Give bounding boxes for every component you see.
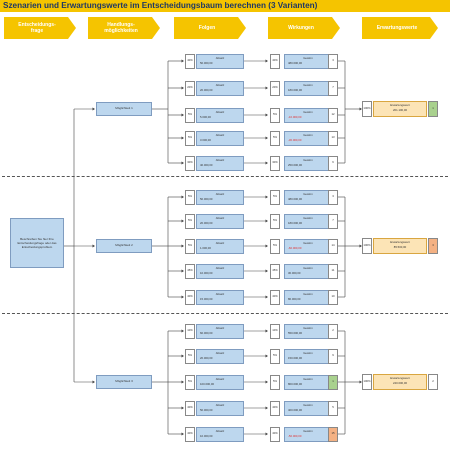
rank-index-cell: 1 xyxy=(328,375,338,390)
weight-cell[interactable]: 10% xyxy=(270,324,280,339)
gewinn-value: 150.000,00 xyxy=(288,355,302,360)
header-label: Handlungs- möglichkeiten xyxy=(104,22,138,34)
absatz-label: Absatz xyxy=(215,325,225,330)
probability-cell[interactable]: 5% xyxy=(185,239,195,254)
effect-box[interactable] xyxy=(284,54,332,69)
effect-box[interactable] xyxy=(284,156,332,171)
weight-cell[interactable]: 5% xyxy=(270,131,280,146)
absatz-label: Absatz xyxy=(215,132,225,137)
rank-index-cell: 3 xyxy=(328,54,338,69)
absatz-value: 20.000,00 xyxy=(200,87,213,92)
weight-cell[interactable]: 5% xyxy=(270,214,280,229)
consequence-box[interactable] xyxy=(196,108,244,123)
decision-question-box[interactable]: Beschreiben Sie hier Ihre Entscheidungsfrage oder das Entscheidungsproblem xyxy=(10,218,64,268)
gewinn-label: Gewinn xyxy=(303,215,313,220)
gewinn-label: Gewinn xyxy=(303,240,313,245)
arrowhead-icon xyxy=(182,220,185,223)
gewinn-value: 180.000,00 xyxy=(288,220,302,225)
expected-value-label: Erwartungswert xyxy=(390,240,410,244)
expected-value: 240.000,00 xyxy=(393,381,407,386)
arrowhead-icon xyxy=(182,114,185,117)
gewinn-label: Gewinn xyxy=(303,325,313,330)
expected-value-label: Erwartungswert xyxy=(390,376,410,380)
expected-rank-cell: 2 xyxy=(428,374,438,390)
effect-box[interactable] xyxy=(284,190,332,205)
effect-box[interactable] xyxy=(284,324,332,339)
absatz-label: Absatz xyxy=(215,82,225,87)
effect-box[interactable] xyxy=(284,264,332,279)
consequence-box[interactable] xyxy=(196,239,244,254)
rank-index-cell: 12 xyxy=(328,108,338,123)
consequence-box[interactable] xyxy=(196,264,244,279)
arrowhead-icon xyxy=(266,87,269,90)
absatz-value: 20.000,00 xyxy=(200,355,213,360)
gewinn-label: Gewinn xyxy=(303,191,313,196)
expected-value-box[interactable] xyxy=(373,238,427,254)
weight-cell[interactable]: 5% xyxy=(270,375,280,390)
absatz-label: Absatz xyxy=(215,402,225,407)
probability-cell[interactable]: 30% xyxy=(185,156,195,171)
absatz-value: 5.000,00 xyxy=(200,114,211,119)
effect-box[interactable] xyxy=(284,349,332,364)
weight-cell[interactable]: 30% xyxy=(270,156,280,171)
expected-value-box[interactable] xyxy=(373,374,427,390)
probability-cell[interactable]: 5% xyxy=(185,190,195,205)
absatz-value: 40.000,00 xyxy=(200,162,213,167)
expected-rank-cell: 3 xyxy=(428,238,438,254)
expected-pct-cell: 100% xyxy=(362,374,372,390)
arrowhead-icon xyxy=(266,196,269,199)
absatz-label: Absatz xyxy=(215,291,225,296)
probability-cell[interactable]: 5% xyxy=(185,131,195,146)
gewinn-label: Gewinn xyxy=(303,132,313,137)
effect-box[interactable] xyxy=(284,375,332,390)
arrowhead-icon xyxy=(182,196,185,199)
rank-index-cell: 5 xyxy=(328,401,338,416)
gewinn-value: 250.000,00 xyxy=(288,162,302,167)
arrowhead-icon xyxy=(266,330,269,333)
absatz-value: 50.000,00 xyxy=(200,407,213,412)
header-label: Folgen xyxy=(198,25,216,31)
effect-box[interactable] xyxy=(284,239,332,254)
rank-index-cell: 6 xyxy=(328,156,338,171)
effect-box[interactable] xyxy=(284,214,332,229)
arrowhead-icon xyxy=(182,245,185,248)
effect-box[interactable] xyxy=(284,131,332,146)
effect-box[interactable] xyxy=(284,290,332,305)
gewinn-label: Gewinn xyxy=(303,109,313,114)
gewinn-label: Gewinn xyxy=(303,157,313,162)
effect-box[interactable] xyxy=(284,81,332,96)
consequence-box[interactable] xyxy=(196,290,244,305)
consequence-box[interactable] xyxy=(196,54,244,69)
arrowhead-icon xyxy=(182,270,185,273)
probability-cell[interactable]: 45% xyxy=(185,264,195,279)
gewinn-label: Gewinn xyxy=(303,55,313,60)
absatz-label: Absatz xyxy=(215,55,225,60)
arrowhead-icon xyxy=(182,162,185,165)
probability-cell[interactable]: 10% xyxy=(185,324,195,339)
absatz-label: Absatz xyxy=(215,157,225,162)
page-title: Szenarien und Erwartungswerte im Entscheidungsbaum berechnen (3 Varianten) xyxy=(0,0,450,12)
gewinn-value: -50.000,00 xyxy=(288,433,302,438)
absatz-label: Absatz xyxy=(215,240,225,245)
option-box[interactable]: Möglichkeit 2 xyxy=(96,239,152,253)
gewinn-value: 400.000,00 xyxy=(288,407,302,412)
arrowhead-icon xyxy=(182,381,185,384)
arrowhead-icon xyxy=(182,60,185,63)
arrowhead-icon xyxy=(182,137,185,140)
expected-value: 201.100,00 xyxy=(393,108,407,113)
expected-value-box[interactable] xyxy=(373,101,427,117)
arrowhead-icon xyxy=(182,296,185,299)
gewinn-value: -30.000,00 xyxy=(288,137,302,142)
arrowhead-icon xyxy=(266,433,269,436)
rank-index-cell: 2 xyxy=(328,324,338,339)
arrowhead-icon xyxy=(266,407,269,410)
rank-index-cell: 7 xyxy=(328,214,338,229)
gewinn-label: Gewinn xyxy=(303,428,313,433)
header-label: Wirkungen xyxy=(288,25,314,31)
expected-pct-cell: 100% xyxy=(362,238,372,254)
absatz-value: 10.000,00 xyxy=(200,433,213,438)
option-box[interactable]: Möglichkeit 1 xyxy=(96,102,152,116)
probability-cell[interactable]: 5% xyxy=(185,214,195,229)
probability-cell[interactable]: 20% xyxy=(185,81,195,96)
arrowhead-icon xyxy=(266,220,269,223)
weight-cell[interactable]: 40% xyxy=(270,401,280,416)
arrowhead-icon xyxy=(266,137,269,140)
effect-box[interactable] xyxy=(284,401,332,416)
expected-rank-cell: 1 xyxy=(428,101,438,117)
consequence-box[interactable] xyxy=(196,81,244,96)
arrowhead-icon xyxy=(266,355,269,358)
arrowhead-icon xyxy=(266,245,269,248)
arrowhead-icon xyxy=(93,381,96,384)
expected-value-label: Erwartungswert xyxy=(390,103,410,107)
consequence-box[interactable] xyxy=(196,324,244,339)
arrowhead-icon xyxy=(266,270,269,273)
gewinn-value: 550.000,00 xyxy=(288,330,302,335)
gewinn-label: Gewinn xyxy=(303,376,313,381)
expected-value: 85.500,00 xyxy=(393,245,407,250)
absatz-value: 100.000,00 xyxy=(200,381,214,386)
rank-index-cell: 15 xyxy=(328,427,338,442)
option-box[interactable]: Möglichkeit 3 xyxy=(96,375,152,389)
gewinn-label: Gewinn xyxy=(303,350,313,355)
weight-cell[interactable]: 5% xyxy=(270,108,280,123)
absatz-value: 60.000,00 xyxy=(200,330,213,335)
gewinn-label: Gewinn xyxy=(303,291,313,296)
rank-index-cell: 7 xyxy=(328,81,338,96)
absatz-value: 3.000,00 xyxy=(200,137,211,142)
gewinn-value: -10.000,00 xyxy=(288,114,302,119)
probability-cell[interactable]: 40% xyxy=(185,54,195,69)
probability-cell[interactable]: 5% xyxy=(185,108,195,123)
arrowhead-icon xyxy=(93,108,96,111)
consequence-box[interactable] xyxy=(196,156,244,171)
arrowhead-icon xyxy=(266,296,269,299)
rank-index-cell: 11 xyxy=(328,264,338,279)
gewinn-value: 480.000,00 xyxy=(288,196,302,201)
arrowhead-icon xyxy=(266,60,269,63)
absatz-label: Absatz xyxy=(215,215,225,220)
arrowhead-icon xyxy=(266,381,269,384)
consequence-box[interactable] xyxy=(196,131,244,146)
absatz-value: 20.000,00 xyxy=(200,220,213,225)
weight-cell[interactable]: 40% xyxy=(270,54,280,69)
weight-cell[interactable]: 5% xyxy=(270,349,280,364)
consequence-box[interactable] xyxy=(196,349,244,364)
absatz-label: Absatz xyxy=(215,265,225,270)
header-label: Entscheidungs- frage xyxy=(18,22,56,34)
arrowhead-icon xyxy=(182,330,185,333)
absatz-value: 1.000,00 xyxy=(200,245,211,250)
absatz-label: Absatz xyxy=(215,109,225,114)
weight-cell[interactable]: 5% xyxy=(270,239,280,254)
absatz-label: Absatz xyxy=(215,191,225,196)
arrowhead-icon xyxy=(266,162,269,165)
gewinn-value: -60.000,00 xyxy=(288,245,302,250)
probability-cell[interactable]: 40% xyxy=(185,427,195,442)
absatz-label: Absatz xyxy=(215,376,225,381)
arrowhead-icon xyxy=(182,433,185,436)
weight-cell[interactable]: 20% xyxy=(270,81,280,96)
gewinn-label: Gewinn xyxy=(303,265,313,270)
consequence-box[interactable] xyxy=(196,401,244,416)
arrowhead-icon xyxy=(266,114,269,117)
arrowhead-icon xyxy=(93,245,96,248)
absatz-value: 50.000,00 xyxy=(200,60,213,65)
consequence-box[interactable] xyxy=(196,214,244,229)
gewinn-value: 30.000,00 xyxy=(288,270,301,275)
absatz-value: 15.000,00 xyxy=(200,296,213,301)
absatz-label: Absatz xyxy=(215,428,225,433)
absatz-value: 10.000,00 xyxy=(200,270,213,275)
weight-cell[interactable]: 40% xyxy=(270,290,280,305)
probability-cell[interactable]: 40% xyxy=(185,401,195,416)
gewinn-value: 480.000,00 xyxy=(288,60,302,65)
rank-index-cell: 13 xyxy=(328,131,338,146)
consequence-box[interactable] xyxy=(196,427,244,442)
gewinn-value: 800.000,00 xyxy=(288,381,302,386)
probability-cell[interactable]: 5% xyxy=(185,375,195,390)
arrowhead-icon xyxy=(182,87,185,90)
absatz-value: 50.000,00 xyxy=(200,196,213,201)
weight-cell[interactable]: 45% xyxy=(270,264,280,279)
consequence-box[interactable] xyxy=(196,375,244,390)
rank-index-cell: 3 xyxy=(328,190,338,205)
header-label: Erwartungswerte xyxy=(376,25,418,31)
gewinn-value: 180.000,00 xyxy=(288,87,302,92)
weight-cell[interactable]: 5% xyxy=(270,190,280,205)
effect-box[interactable] xyxy=(284,427,332,442)
absatz-label: Absatz xyxy=(215,350,225,355)
probability-cell[interactable]: 5% xyxy=(185,349,195,364)
rank-index-cell: 9 xyxy=(328,349,338,364)
rank-index-cell: 14 xyxy=(328,239,338,254)
probability-cell[interactable]: 40% xyxy=(185,290,195,305)
arrowhead-icon xyxy=(182,407,185,410)
expected-pct-cell: 100% xyxy=(362,101,372,117)
weight-cell[interactable]: 40% xyxy=(270,427,280,442)
rank-index-cell: 10 xyxy=(328,290,338,305)
effect-box[interactable] xyxy=(284,108,332,123)
gewinn-label: Gewinn xyxy=(303,402,313,407)
arrowhead-icon xyxy=(182,355,185,358)
consequence-box[interactable] xyxy=(196,190,244,205)
gewinn-label: Gewinn xyxy=(303,82,313,87)
gewinn-value: 80.000,00 xyxy=(288,296,301,301)
